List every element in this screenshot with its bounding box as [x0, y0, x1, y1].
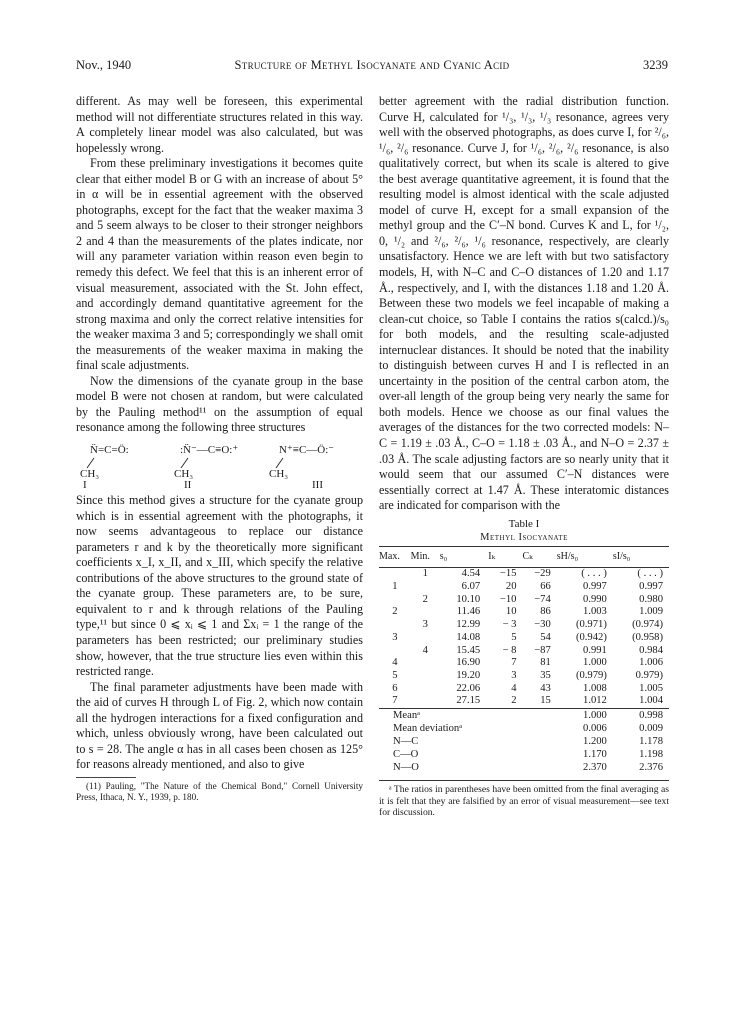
- table-cell: 6: [392, 682, 398, 694]
- table-cell: [411, 606, 440, 619]
- left-column: [76, 94, 363, 804]
- table-cell: −87: [534, 644, 551, 656]
- table-cell: 1.005: [639, 682, 663, 694]
- table-cell: 4: [422, 644, 428, 656]
- paragraph: From these preliminary investigations it becomes quite clear that either model B or G with an increase of about 5° in α will be in essential agreement with the observed photographs, except for the fact that the weaker maxima 3 and 5 seem always to be closer to their stronger neighbors 2 and 4 than the measurements of the plates indicate, nor will any parameter variation within reason even begin to remedy this defect. We feel that this is an inherent error of visual measurement, associated with the St. John effect, and accordingly demand quantitative agreement for the strong maxima and only the correct relative intensities for the weaker maxima 3 and 5; correspondingly we shall omit the measurements of the weaker maxima in making the final scale adjustments.: [76, 156, 363, 373]
- table-cell: − 3: [502, 619, 517, 631]
- summary-value: 1.198: [639, 749, 663, 761]
- column-header: Max.: [379, 546, 411, 568]
- header-date: Nov., 1940: [76, 58, 132, 72]
- table-cell: 1.000: [583, 657, 607, 669]
- table-cell: 11.46: [456, 606, 481, 618]
- column-header: s₀: [440, 546, 488, 568]
- table-cell: [411, 632, 440, 645]
- structure-label: II: [184, 479, 192, 492]
- table-cell: 66: [540, 581, 551, 593]
- paragraph: Since this method gives a structure for the cyanate group which is in essential agreement with the photographs, it now seems advantageous to replace our distance parameters r and k by the theoretically more significant coefficients x_I, x_II, and x_III, which specify the relative contributions of the above structures to the ground state of the cyanate group. These parameters are, to be sure, equivalent to r and k through relations of the Pauling type,¹¹ but since 0 ⩽ xᵢ ⩽ 1 and Σxᵢ = 1 the range of the parameters has been restricted; our preliminary studies show, however, that the true structure lies even within this restricted range.: [76, 493, 363, 679]
- structure-label: III: [312, 479, 323, 492]
- paragraph: better agreement with the radial distribution function. Curve H, calculated for ¹/₃, ¹/₃, ¹/₃ resonance, agrees very well with the observed photographs, as does curve I, for ²/₆, ¹/₆, ²/₆ resonance. Curve J, for ¹/₆, ²/₆, ²/₆ resonance, is also qualitatively correct, but when its scale is altered to give the best average quantitative agreement, it is found that the resulting model is almost identical with the scale adjusted model of curve H, except for a small expansion of the methyl group and the C′–N bond. Curves K and L, for ¹/₂, 0, ¹/₂ and ²/₆, ²/₆, ¹/₆ resonance, respectively, are clearly unsatisfactory. Hence we are left with but two satisfactory models, H, with N–C and C–O distances of 1.20 and 1.17 Å., respectively, and I, with the distances 1.18 and 1.20 Å. Between these two models we feel incapable of making a clean-cut choice, so Table I contains the ratios s(calcd.)/s₀ for both models, and the resulting scale-adjusted internuclear distances. It should be noted that the inability to distinguish between curves H and I is reflected in an uncertainty in the position of the central carbon atom, the over-all length of the group being very nearly the same for both models. Hence we choose as our final values the averages of the distances for the two corrected models: N–C = 1.19 ± .03 Å., C–O = 1.18 ± .03 Å., and N–O = 2.37 ± .03 Å. The scale adjusting factors are so nearly unity that it would seem that our assumed C′–N distances were essentially correct at 1.47 Å. These interatomic distances are indicated for comparison with the: [379, 94, 669, 513]
- table-cell: 27.15: [456, 695, 481, 707]
- table-title: Table I: [508, 517, 540, 530]
- table-cell: [379, 568, 411, 581]
- table-cell: [411, 581, 440, 594]
- table-row: [379, 695, 669, 708]
- table-cell: 7: [392, 695, 398, 707]
- paragraph: The final parameter adjustments have been made with the aid of curves H through L of Fig. 2, which now contain all the hydrogen interactions for a fixed configuration and which, unless obviously wrong, have been calculated out to s = 28. The angle α has in all cases been chosen as 125° for reasons already mentioned, and also to give: [76, 679, 363, 772]
- table-cell: 16.90: [456, 657, 481, 669]
- table-cell: 4.54: [461, 568, 481, 580]
- right-column: [379, 94, 669, 819]
- table-cell: 81: [540, 657, 551, 669]
- table-cell: 35: [540, 669, 551, 681]
- table-cell: [411, 670, 440, 683]
- footnote: (11) Pauling, "The Nature of the Chemical Bond," Cornell University Press, Ithaca, N. Y., 1939, p. 180.: [76, 780, 363, 803]
- table-cell: [379, 645, 411, 658]
- column-header: sI/s₀: [613, 546, 669, 568]
- summary-value: 0.006: [583, 723, 607, 735]
- summary-value: 1.000: [583, 710, 607, 722]
- table-row: [379, 645, 669, 658]
- table-cell: 10: [505, 606, 517, 618]
- table-cell: (0.974): [632, 619, 663, 631]
- table-row: [379, 670, 669, 683]
- table-cell: 4: [392, 657, 398, 669]
- table-cell: (0.971): [575, 619, 607, 631]
- table-cell: 0.991: [583, 644, 607, 656]
- table-cell: 12.99: [456, 619, 481, 631]
- table-cell: 14.08: [456, 631, 481, 643]
- methyl-label: CH₃: [269, 468, 289, 481]
- table-cell: (0.979): [575, 669, 607, 681]
- summary-row: [379, 709, 669, 723]
- summary-value: 1.170: [583, 749, 607, 761]
- structure-three: N⁺≡C—Ö:⁻: [279, 444, 335, 457]
- table-cell: 43: [540, 682, 551, 694]
- table-cell: 0.997: [639, 581, 663, 593]
- table-row: [379, 632, 669, 645]
- table-cell: 1.004: [639, 695, 663, 707]
- summary-value: 0.009: [639, 723, 663, 735]
- table-cell: 5: [392, 669, 398, 681]
- table-cell: [411, 683, 440, 696]
- table-cell: 1.006: [639, 657, 663, 669]
- table-cell: 0.997: [583, 581, 607, 593]
- table-cell: 1.003: [583, 606, 607, 618]
- table-row: [379, 568, 669, 581]
- summary-value: 1.178: [639, 736, 663, 748]
- table-cell: 1.008: [583, 682, 607, 694]
- table-cell: 15: [540, 695, 551, 707]
- structure-one: N̈=C=Ö:: [90, 444, 129, 457]
- paragraph: different. As may well be foreseen, this experimental method will not differentiate structures related in this way. A completely linear model was also calculated, but was hopelessly wrong.: [76, 94, 363, 155]
- table-cell: 15.45: [456, 644, 481, 656]
- paragraph: Now the dimensions of the cyanate group in the base model B were not chosen at random, but were calculated by the Pauling method¹¹ on the assumption of equal resonance among the following three structures: [76, 373, 363, 435]
- table-header-row: [379, 546, 669, 568]
- table-cell: 1: [392, 581, 398, 593]
- summary-label: N—C: [393, 736, 419, 748]
- table-cell: −15: [499, 568, 517, 580]
- table-cell: 54: [540, 631, 551, 643]
- header-title: Structure of Methyl Isocyanate and Cyanic Acid: [234, 58, 510, 72]
- column-header: Min.: [411, 546, 440, 568]
- table-cell: 2: [422, 593, 428, 605]
- table-footnote: ᵃ The ratios in parentheses have been omitted from the final averaging as it is felt that they are falsified by an error of visual measurement—see text for discussion.: [379, 780, 669, 819]
- header-page-number: 3239: [643, 58, 668, 72]
- table-cell: 2: [511, 695, 517, 707]
- table-cell: 3: [422, 619, 428, 631]
- summary-row: [379, 748, 669, 761]
- summary-value: 2.370: [583, 762, 607, 774]
- table-cell: 20: [505, 581, 517, 593]
- table-row: [379, 683, 669, 696]
- table-cell: (0.958): [632, 631, 663, 643]
- table-cell: 4: [511, 682, 517, 694]
- table-cell: (0.942): [575, 631, 607, 643]
- table-cell: 0.990: [583, 593, 607, 605]
- summary-label: Meanᵃ: [393, 710, 421, 722]
- structure-two: :N̈⁻—C≡O:⁺: [180, 444, 239, 457]
- table-cell: 19.20: [456, 669, 481, 681]
- table-cell: 10.10: [456, 593, 481, 605]
- table-cell: [379, 594, 411, 607]
- resonance-structures: [76, 438, 363, 490]
- table-cell: −74: [534, 593, 551, 605]
- table-cell: 22.06: [456, 682, 481, 694]
- footnote-rule: [76, 777, 136, 778]
- table-cell: −10: [499, 593, 517, 605]
- column-header: sH/s₀: [557, 546, 613, 568]
- table-subtitle: Methyl Isocyanate: [480, 531, 568, 543]
- running-header: [76, 58, 668, 76]
- data-table: [379, 546, 669, 774]
- table-cell: 2: [392, 606, 398, 618]
- summary-label: C—O: [393, 749, 419, 761]
- table-cell: [411, 695, 440, 708]
- table-cell: 1.012: [583, 695, 607, 707]
- table-cell: 0.980: [639, 593, 663, 605]
- table-cell: 0.979): [635, 669, 663, 681]
- table-cell: −29: [534, 568, 551, 580]
- summary-value: 0.998: [639, 710, 663, 722]
- column-header: Cₖ: [522, 546, 556, 568]
- summary-label: Mean deviationᵃ: [393, 723, 463, 735]
- table-cell: 86: [540, 606, 551, 618]
- table-cell: 0.984: [639, 644, 663, 656]
- summary-row: [379, 722, 669, 735]
- summary-row: [379, 735, 669, 748]
- table-cell: [379, 619, 411, 632]
- table-cell: 1.009: [639, 606, 663, 618]
- table-row: [379, 594, 669, 607]
- table-cell: 6.07: [461, 581, 481, 593]
- table-cell: − 8: [502, 644, 517, 656]
- table-cell: 3: [392, 631, 398, 643]
- table-cell: [411, 657, 440, 670]
- table-row: [379, 581, 669, 594]
- methyl-label: CH₃: [80, 468, 100, 481]
- summary-value: 1.200: [583, 736, 607, 748]
- summary-value: 2.376: [639, 762, 663, 774]
- table-cell: −30: [534, 619, 551, 631]
- methyl-label: CH₃: [174, 468, 194, 481]
- structure-label: I: [83, 479, 87, 492]
- summary-label: N—O: [393, 762, 419, 774]
- table-row: [379, 619, 669, 632]
- table-cell: 3: [511, 669, 517, 681]
- table-row: [379, 657, 669, 670]
- table-row: [379, 606, 669, 619]
- table-cell: 1: [422, 568, 428, 580]
- table-cell: 7: [511, 657, 517, 669]
- column-header: Iₖ: [488, 546, 522, 568]
- summary-row: [379, 761, 669, 774]
- table-cell: ( . . . ): [581, 568, 607, 580]
- table-cell: ( . . . ): [637, 568, 663, 580]
- table-cell: 5: [511, 631, 517, 643]
